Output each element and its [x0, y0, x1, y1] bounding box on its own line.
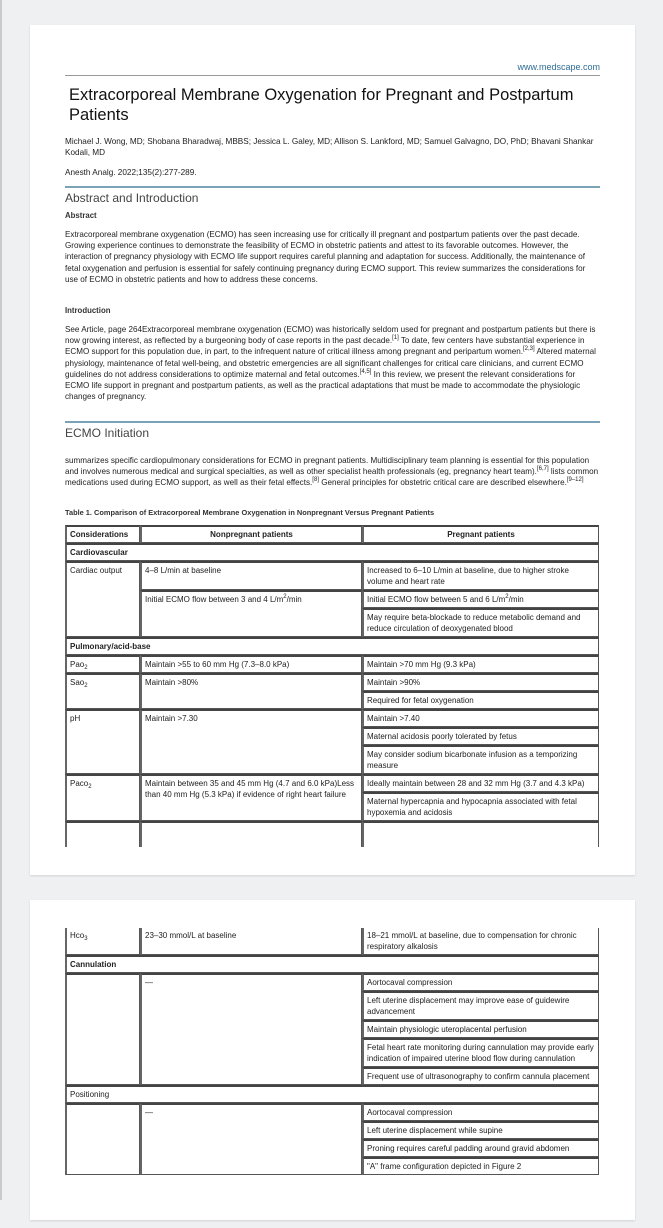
- cell-pregnant: Maintain >90%: [362, 673, 599, 691]
- cell-pregnant: Left uterine displacement while supine: [362, 1121, 599, 1139]
- cell-pregnant: Maintain >70 mm Hg (9.3 kPa): [362, 655, 599, 673]
- cell-pregnant: 18–21 mmol/L at baseline, due to compensation for chronic respiratory alkalosis: [362, 928, 599, 955]
- column-header: Nonpregnant patients: [140, 525, 362, 543]
- article-authors: Michael J. Wong, MD; Shobana Bharadwaj, MBBS; Jessica L. Galey, MD; Allison S. Lankford, MD; Samuel Galvagno, DO, PhD; Bhavani Shankar Kodali, MD: [65, 137, 594, 157]
- table-row: [65, 709, 599, 727]
- cell-pregnant: Maintain physiologic uteroplacental perfusion: [362, 1020, 599, 1038]
- cell-pregnant: "A" frame configuration depicted in Figure 2: [362, 1157, 599, 1175]
- table-row: [65, 561, 599, 590]
- column-header: Pregnant patients: [362, 525, 599, 543]
- table-group-row: [65, 543, 599, 561]
- cell-pregnant: Required for fetal oxygenation: [362, 691, 599, 709]
- section-heading-abstract-introduction: Abstract and Introduction: [65, 191, 199, 205]
- table-row: [65, 973, 599, 991]
- table-caption: Table 1. Comparison of Extracorporeal Membrane Oxygenation in Nonpregnant Versus Pregnant Patients: [65, 508, 435, 517]
- abstract-label: Abstract: [65, 211, 97, 220]
- cell-nonpregnant: Maintain >7.30: [140, 709, 362, 774]
- cell-pregnant: Fetal heart rate monitoring during cannulation may provide early indication of impaired uterine blood flow during cannulation: [362, 1038, 599, 1067]
- table-group-row: [65, 1085, 599, 1103]
- section-heading-ecmo-initiation: ECMO Initiation: [65, 426, 150, 440]
- table-row-continued: [65, 821, 599, 847]
- column-header: Considerations: [65, 525, 140, 543]
- cell-pregnant: Proning requires careful padding around gravid abdomen: [362, 1139, 599, 1157]
- group-label: Pulmonary/acid-base: [65, 637, 599, 655]
- table-1-part-1: [65, 525, 600, 847]
- site-link[interactable]: www.medscape.com: [517, 62, 600, 72]
- table-row: [65, 590, 599, 608]
- cell-nonpregnant: 23–30 mmol/L at baseline: [140, 928, 362, 955]
- cell-pregnant: Frequent use of ultrasonography to confirm cannula placement: [362, 1067, 599, 1085]
- ecmo-initiation-text: summarizes specific cardiopulmonary considerations for ECMO in pregnant patients. Multidisciplinary team planning is essential for this population and involves numerous medical and surgical specialties, as well as other specialist health professionals (eg, pregnancy heart team).[6,7] lists common medications used during ECMO support, as well as their fetal effects.[8] General principles for obstetric critical care are described elsewhere.[9–12]: [65, 456, 599, 488]
- row-label: Hco$_3$: [65, 928, 140, 955]
- table-row: [65, 1103, 599, 1121]
- cell-nonpregnant: Maintain between 35 and 45 mm Hg (4.7 and 6.0 kPa)Less than 40 mm Hg (5.3 kPa) if evidence of right heart failure: [140, 774, 362, 821]
- comparison-table-continued: [65, 928, 599, 1175]
- group-label: Cannulation: [65, 955, 599, 973]
- cell-nonpregnant: Maintain >55 to 60 mm Hg (7.3–8.0 kPa): [140, 655, 362, 673]
- viewer-left-edge: [0, 0, 2, 1200]
- cell-pregnant: May consider sodium bicarbonate infusion as a temporizing measure: [362, 745, 599, 774]
- cell-pregnant: Initial ECMO flow between 5 and 6 $L/m^2/\min$: [362, 590, 599, 608]
- cell-pregnant: Maintain >7.40: [362, 709, 599, 727]
- table-header-row: [65, 525, 599, 543]
- document-page-2[interactable]: [30, 900, 635, 1220]
- table-row: [65, 673, 599, 691]
- table-1-part-2: [65, 928, 600, 1228]
- cell-pregnant: Maternal acidosis poorly tolerated by fetus: [362, 727, 599, 745]
- reference-link[interactable]: [6,7]: [536, 466, 549, 473]
- cell-pregnant: Aortocaval compression: [362, 1103, 599, 1121]
- table-group-row: [65, 637, 599, 655]
- cell-nonpregnant: Maintain >80%: [140, 673, 362, 709]
- reference-link[interactable]: [2,3]: [523, 346, 535, 353]
- reference-link[interactable]: [1]: [392, 335, 399, 342]
- cell-nonpregnant: —: [140, 973, 362, 1085]
- group-label: Cardiovascular: [65, 543, 599, 561]
- header-divider: [65, 75, 600, 76]
- group-label: Positioning: [65, 1085, 599, 1103]
- row-label: pH: [65, 709, 140, 774]
- cell-pregnant: Maternal hypercapnia and hypocapnia associated with fetal hypoxemia and acidosis: [362, 792, 599, 821]
- table-group-row: [65, 955, 599, 973]
- row-label: Cardiac output: [65, 561, 140, 637]
- cell-pregnant: Aortocaval compression: [362, 973, 599, 991]
- cell-pregnant: Ideally maintain between 28 and 32 mm Hg (3.7 and 4.3 kPa): [362, 774, 599, 792]
- reference-link[interactable]: [4,5]: [359, 368, 372, 375]
- document-page-1[interactable]: [30, 25, 635, 875]
- section-divider: [65, 421, 600, 423]
- article-citation: Anesth Analg. 2022;135(2):277-289.: [65, 168, 197, 177]
- section-divider: [65, 186, 600, 188]
- cell-pregnant: Increased to 6–10 L/min at baseline, due to higher stroke volume and heart rate: [362, 561, 599, 590]
- row-label: Pao$_2$: [65, 655, 140, 673]
- cell-nonpregnant: 4–8 L/min at baseline: [140, 561, 362, 590]
- cell-nonpregnant: Initial ECMO flow between 3 and 4 $L/m^2/\min$: [140, 590, 362, 637]
- introduction-text: See Article, page 264Extracorporeal membrane oxygenation (ECMO) was historically seldom used for pregnant and postpartum patients but there is now growing interest, as reflected by a burgeoning body of case reports in the past decade.[1] To date, few centers have substantial experience in ECMO support for this population due, in part, to the infrequent nature of critical illness among pregnant and peripartum women.[2,3] Altered maternal physiology, maintenance of fetal well-being, and obstetric emergencies are all significant challenges for critical care clinicians, and current ECMO guidelines do not address considerations to optimize maternal and fetal outcomes.[4,5] In this review, we present the relevant considerations for ECMO life support in pregnant and postpartum patients, as well as the practical adaptations that must be made to accommodate the physiologic changes of pregnancy.: [65, 325, 596, 402]
- cell-nonpregnant: —: [140, 1103, 362, 1175]
- row-label: Sao$_2$: [65, 673, 140, 709]
- comparison-table: [65, 525, 599, 847]
- table-row: [65, 928, 599, 955]
- cell-pregnant: May require beta-blockade to reduce metabolic demand and reduce circulation of deoxygenated blood: [362, 608, 599, 637]
- reference-link[interactable]: [9–12]: [566, 477, 584, 484]
- row-label: Paco$_2$: [65, 774, 140, 821]
- abstract-text: Extracorporeal membrane oxygenation (ECMO) has seen increasing use for critically ill pregnant and postpartum patients over the past decade. Growing experience continues to demonstrate the feasibility of ECMO in obstetric patients and attest to its favorable outcomes. However, the interaction of pregnancy physiology with ECMO life support requires careful planning and adaptation for success. Additionally, the maintenance of fetal oxygenation and perfusion is essential for safely continuing pregnancy during ECMO support. This review summarizes the considerations for use of ECMO in obstetric patients and how to address these concerns.: [65, 230, 586, 284]
- article-title: Extracorporeal Membrane Oxygenation for Pregnant and Postpartum Patients: [69, 86, 574, 124]
- introduction-label: Introduction: [65, 306, 111, 315]
- table-row: [65, 774, 599, 792]
- table-row: [65, 655, 599, 673]
- cell-pregnant: Left uterine displacement may improve ease of guidewire advancement: [362, 991, 599, 1020]
- reference-link[interactable]: [8]: [312, 477, 319, 484]
